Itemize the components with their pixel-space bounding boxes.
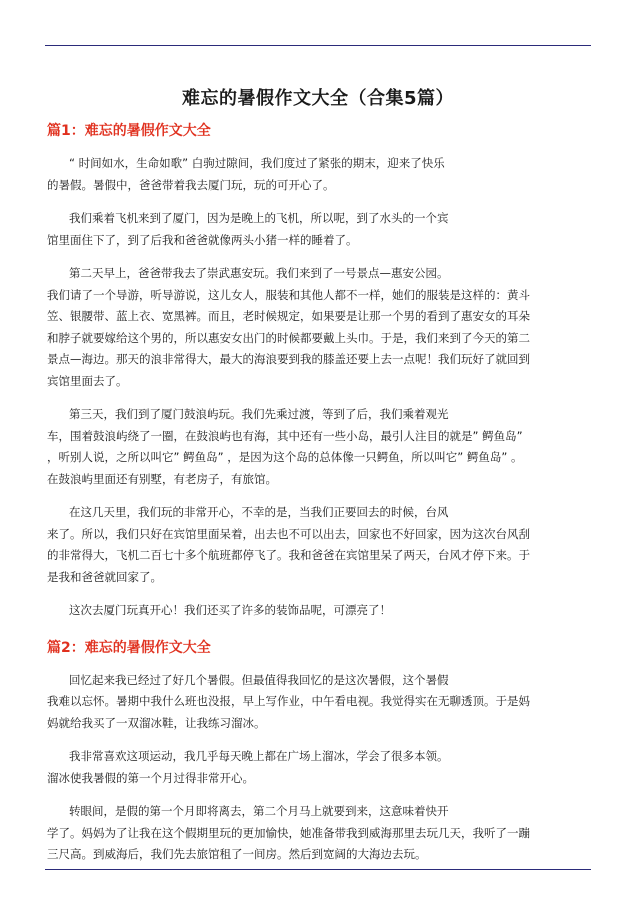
text-line: 三尺高。到威海后，我们先去旅馆租了一间房。然后到宽阔的大海边去玩。: [47, 847, 427, 861]
section-heading: 篇1：难忘的暑假作文大全: [47, 123, 211, 139]
paragraph: [47, 746, 589, 789]
paragraph: [47, 600, 589, 622]
document-title: 难忘的暑假作文大全（合集5篇）: [181, 88, 455, 109]
text-line: 和脖子就要嫁给这个男的，所以惠安女出门的时候都要戴上头巾。于是，我们来到了今天的第二: [47, 330, 530, 345]
text-line: 这次去厦门玩真开心！我们还买了许多的装饰品呢，可漂亮了！: [69, 603, 391, 617]
text-line: 馆里面住下了，到了后我和爸爸就像两头小猪一样的睡着了。: [47, 232, 358, 247]
paragraph: [47, 263, 589, 392]
paragraph: [47, 153, 589, 196]
text-line: 笠、银腰带、蓝上衣、宽黑裤。而且，老时候规定，如果要是让那一个男的看到了惠安女的耳朵: [47, 309, 530, 323]
text-line: 我难以忘怀。暑期中我什么班也没报，早上写作业，中午看电视。我觉得实在无聊透顶。于是妈: [47, 694, 530, 708]
text-line: 在鼓浪屿里面还有别墅，有老房子，有旅馆。: [47, 471, 277, 486]
paragraph: [47, 502, 589, 588]
document-body: [47, 122, 589, 878]
paragraph: [47, 670, 589, 735]
section-heading: 篇2：难忘的暑假作文大全: [47, 639, 211, 656]
text-line: 宾馆里面去了。: [47, 373, 128, 388]
text-line: 第二天早上，爸爸带我去了崇武惠安玩。我们来到了一号景点—惠安公园。: [69, 266, 449, 280]
text-line: 是我和爸爸就回家了。: [47, 569, 162, 584]
text-line: 我们请了一个导游，听导游说，这儿女人，服装和其他人都不一样，她们的服装是这样的：黄斗: [47, 287, 530, 302]
paragraph: [47, 801, 589, 866]
text-line: 的暑假。暑假中，爸爸带着我去厦门玩，玩的可开心了。: [47, 177, 335, 192]
text-line: 我们乘着飞机来到了厦门，因为是晚上的飞机，所以呢，到了水头的一个宾: [69, 211, 449, 225]
text-line: 学了。妈妈为了让我在这个假期里玩的更加愉快，她准备带我到威海那里去玩几天，我听了一蹦: [47, 825, 530, 840]
text-line: 来了。所以，我们只好在宾馆里面呆着，出去也不可以出去，回家也不好回家，因为这次台风刮: [47, 526, 530, 541]
text-line: 的非常得大，飞机二百七十多个航班都停飞了。我和爸爸在宾馆里呆了两天，台风才停下来。于: [47, 548, 530, 562]
text-line: 车，围着鼓浪屿绕了一圈，在鼓浪屿也有海，其中还有一些小岛，最引人注目的就是” 鳄鱼岛”: [47, 428, 523, 443]
text-line: 景点—海边。那天的浪非常得大，最大的海浪要到我的膝盖还要上去一点呢！我们玩好了就回到: [47, 352, 530, 366]
text-line: “ 时间如水，生命如歌” 白驹过隙间，我们度过了紧张的期末，迎来了快乐: [69, 156, 445, 170]
text-line: 我非常喜欢这项运动，我几乎每天晚上都在广场上溜冰，学会了很多本领。: [69, 749, 449, 763]
text-line: 第三天，我们到了厦门鼓浪屿玩。我们先乘过渡，等到了后，我们乘着观光: [69, 407, 449, 421]
paragraph: [47, 208, 589, 251]
text-line: 转眼间，是假的第一个月即将离去，第二个月马上就要到来，这意味着快开: [69, 804, 449, 818]
paragraph: [47, 404, 589, 490]
text-line: ，听别人说，之所以叫它” 鳄鱼岛” ，是因为这个岛的总体像一只鳄鱼，所以叫它” 鳄鱼岛” 。: [47, 450, 523, 464]
text-line: 回忆起来我已经过了好几个暑假。但最值得我回忆的是这次暑假，这个暑假: [69, 672, 449, 687]
text-line: 妈就给我买了一双溜冰鞋，让我练习溜冰。: [47, 715, 266, 730]
bottom-rule: [45, 869, 591, 870]
top-rule: [45, 45, 591, 46]
text-line: 在这几天里，我们玩的非常开心，不幸的是，当我们正要回去的时候，台风: [69, 505, 449, 519]
text-line: 溜冰使我暑假的第一个月过得非常开心。: [47, 770, 254, 785]
